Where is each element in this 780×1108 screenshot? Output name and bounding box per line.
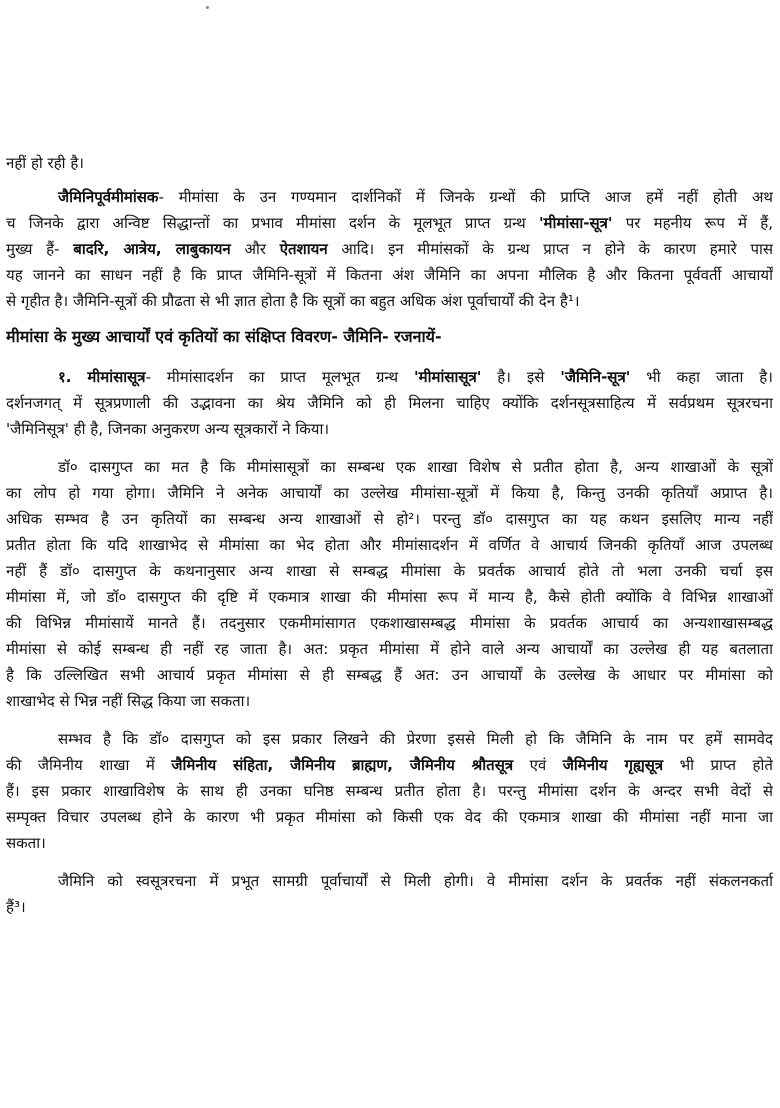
names-acharyas: बादरि, आत्रेय, लाबुकायन (73, 240, 231, 258)
p3-line-5 (6, 558, 773, 584)
text: पर महनीय रूप में हैं, (625, 214, 773, 232)
text: है कि उल्लिखित सभी आचार्य प्रकृत मीमांसा से ही सम्बद्ध हैं अत: उन आचार्यों के उल्लेख के आधार पर मीमांसा को (6, 666, 773, 684)
title-jaiminiya-grihyasutra: जैमिनीय गृह्यसूत्र (562, 756, 664, 774)
p3-line-7 (6, 610, 773, 636)
text: यह जानने का साधन नहीं है कि प्राप्त जैमिनि-सूत्रों में कितना अंश जैमिनि का अपना मौलिक है और कितना पूर्ववर्ती आचार्यों (6, 266, 773, 284)
p1-line-5 (6, 288, 773, 314)
text: 'जैमिनिसूत्र' ही है, जिनका अनुकरण अन्य सूत्रकारों ने किया। (6, 420, 330, 438)
p3-line-1 (58, 454, 773, 480)
text: सकता। (6, 834, 46, 852)
p1-line-4 (6, 262, 773, 288)
text: नहीं हैं डॉ० दासगुप्त के कथनानुसार अन्य शाखा से सम्बद्ध मीमांसा के प्रवर्तक आचार्य होते तो भला उनकी चर्चा इस (6, 562, 773, 580)
p3-line-2 (6, 480, 773, 506)
text: सम्पृक्त विचार उपलब्ध होने के कारण भी प्रकृत मीमांसा को किसी एक वेद की एकमात्र शाखा की मीमांसा नहीं माना जा (6, 808, 773, 826)
p2-line-2 (6, 390, 773, 416)
text: का लोप हो गया होगा। जैमिनि ने अनेक आचार्यों का उल्लेख मीमांसा-सूत्रों में किया है, किन्तु उनकी कृतियाँ अप्राप्त है। (6, 484, 773, 502)
text: - मीमांसादर्शन का प्राप्त मूलभूत ग्रन्थ (145, 368, 399, 386)
term-jaiminipurvamimamsaka: जैमिनिपूर्वमीमांसक (58, 188, 159, 206)
text: है। इसे (497, 368, 545, 386)
p3-line-6 (6, 584, 773, 610)
term-mimamsasutra: मीमांसासूत्र (87, 368, 146, 386)
text: - मीमांसा के उन गण्यमान दार्शनिकों में जिनके ग्रन्थों की प्राप्ति आज हमें नहीं होती अथ (158, 188, 773, 206)
text: भी कहा जाता है। (646, 368, 773, 386)
text: हैं³। (6, 898, 26, 916)
text: नहीं हो रही है। (6, 154, 84, 172)
p3-line-8 (6, 636, 773, 662)
scan-speck (206, 6, 209, 9)
text: प्रतीत होता कि यदि शाखाभेद से मीमांसा का भेद होता और मीमांसादर्शन में वर्णित वे आचार्य जिनकी कृतियाँ आज उपलब्ध (6, 536, 773, 554)
text: अधिक सम्भव है उन कृतियों का सम्बन्ध अन्य शाखाओं से हो²। परन्तु डॉ० दासगुप्त का यह कथन इसलिए मान्य नहीं (6, 510, 773, 528)
text: की विभिन्न मीमांसायें मानते हैं। तदनुसार एकमीमांसागत एकशाखासम्बद्ध मीमांसा के प्रवर्तक आचार्य का अन्यशाखासम्बद्ध (6, 614, 773, 632)
text: मीमांसा से कोई सम्बन्ध ही नहीं रह जाता है। अत: प्रकृत मीमांसा में होने वाले अन्य आचार्यों का उल्लेख ही यह बतलाता (6, 640, 773, 658)
section-heading (6, 324, 773, 350)
text: आदि। इन मीमांसकों के ग्रन्थ प्राप्त न होने के कारण हमारे पास (341, 240, 773, 258)
item-number: १. (58, 368, 72, 386)
p3-line-10 (6, 688, 773, 714)
text: जैमिनि को स्वसूत्ररचना में प्रभूत सामग्री पूर्वाचार्यों से मिली होगी। वे मीमांसा दर्शन के प्रवर्तक नहीं संकलनकर्ता (58, 872, 773, 890)
text: की जैमिनीय शाखा में (6, 756, 155, 774)
title-mimamsasutra: 'मीमांसासूत्र' (414, 368, 482, 386)
text: एवं (529, 756, 547, 774)
p1-line-3 (6, 236, 773, 262)
p1-line-2 (6, 210, 773, 236)
text: मीमांसा में, जो डॉ० दासगुप्त की दृष्टि में एकमात्र शाखा की मीमांसा रूप में मान्य है, कैसे होती क्योंकि वे विभिन्न शाखाओं (6, 588, 773, 606)
text: और (244, 240, 266, 258)
p5-line-1 (58, 868, 773, 894)
text: सम्भव है कि डॉ० दासगुप्त को इस प्रकार लिखने की प्रेरणा इससे मिली हो कि जैमिनि के नाम पर हमें सामवेद (58, 730, 773, 748)
text: डॉ० दासगुप्त का मत है कि मीमांसासूत्रों का सम्बन्ध एक शाखा विशेष से प्रतीत होता है, अन्य शाखाओं के सूत्रों (58, 458, 773, 476)
p4-line-3 (6, 778, 773, 804)
p4-line-5 (6, 830, 773, 856)
p4-line-2 (6, 752, 773, 778)
title-mimamsa-sutra: 'मीमांसा-सूत्र' (538, 214, 613, 232)
text: मुख्य हैं- (6, 240, 60, 258)
text: से गृहीत है। जैमिनि-सूत्रों की प्रौढता से भी ज्ञात होता है कि सूत्रों का बहुत अधिक अंश पूर्वाचार्यों की देन है¹। (6, 292, 580, 310)
text: शाखाभेद से भिन्न नहीं सिद्ध किया जा सकता। (6, 692, 251, 710)
text: भी प्राप्त होते (679, 756, 773, 774)
text: दर्शनजगत् में सूत्रप्रणाली की उद्भावना का श्रेय जैमिनि को ही मिलना चाहिए क्योंकि दर्शनसूत्रसाहित्य में सर्वप्रथम सूत्ररचना (6, 394, 773, 412)
p3-line-3 (6, 506, 773, 532)
p3-line-4 (6, 532, 773, 558)
name-aitashayana: ऐतशायन (279, 240, 328, 258)
p3-line-9 (6, 662, 773, 688)
p0-line-1 (6, 150, 306, 176)
p4-line-1 (58, 726, 773, 752)
text: हैं। इस प्रकार शाखाविशेष के साथ ही उनका घनिष्ठ सम्बन्ध प्रतीत होता है। परन्तु मीमांसा दर्शन के अन्दर सभी वेदों से (6, 782, 773, 800)
p4-line-4 (6, 804, 773, 830)
heading-text: मीमांसा के मुख्य आचार्यों एवं कृतियों का संक्षिप्त विवरण- जैमिनि- रजनायें- (6, 327, 442, 346)
p1-line-1 (58, 184, 773, 210)
titles-jaiminiya-texts: जैमिनीय संहिता, जैमिनीय ब्राह्मण, जैमिनीय श्रौतसूत्र (171, 756, 514, 774)
text: च जिनके द्वारा अन्विष्ट सिद्धान्तों का प्रभाव मीमांसा दर्शन के मूलभूत प्राप्त ग्रन्थ (6, 214, 526, 232)
p2-line-1 (58, 364, 773, 390)
title-jaimini-sutra: 'जैमिनि-सूत्र' (560, 368, 631, 386)
p2-line-3 (6, 416, 773, 442)
p5-line-2 (6, 894, 773, 920)
